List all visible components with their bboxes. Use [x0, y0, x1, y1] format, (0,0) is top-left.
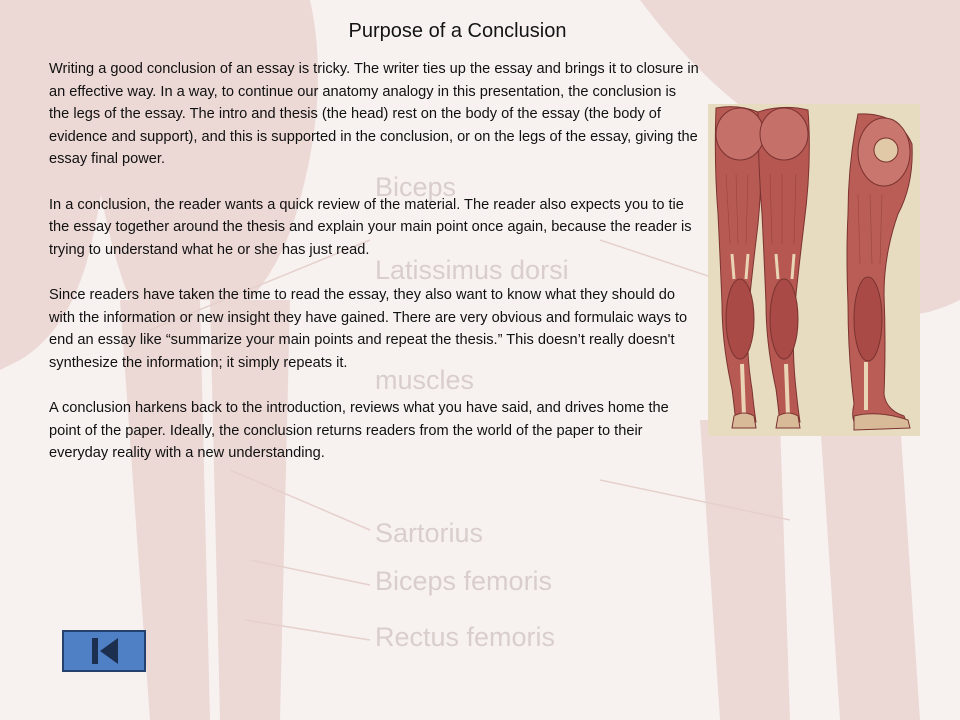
previous-slide-button[interactable]	[62, 630, 146, 672]
background-label-muscles: muscles	[375, 365, 475, 395]
slide-body	[49, 58, 699, 487]
slide-title: Purpose of a Conclusion	[348, 20, 567, 42]
background-label-biceps-femoris: Biceps femoris	[375, 566, 553, 596]
paragraph: In a conclusion, the reader wants a quick review of the material. The reader also expects you to tie the essay together around the thesis and explain your main point once again, because the reader is trying to understand what he or she has just read.	[49, 196, 692, 258]
paragraph: A conclusion harkens back to the introduction, reviews what you have said, and drives home the point of the paper. Ideally, the conclusion returns readers from the world of the paper to their everyday reality with a new understanding.	[49, 399, 669, 462]
background-label-latissimus-dorsi: Latissimus dorsi	[375, 255, 569, 285]
skip-back-icon	[64, 632, 144, 670]
background-label-biceps: Biceps	[375, 172, 457, 202]
background-label-sartorius: Sartorius	[375, 518, 484, 548]
paragraph: Since readers have taken the time to read the essay, they also want to know what they should do with the information or new insight they have gained. There are very obvious and formulaic ways to end an essay like “summarize your main points and repeat the thesis.” This doesn’t really doesn't synthesize the information; it simply repeats it.	[49, 286, 688, 371]
background-label-rectus-femoris: Rectus femoris	[375, 622, 556, 652]
paragraph: Writing a good conclusion of an essay is tricky. The writer ties up the essay and brings it to closure in an effective way. In a way, to continue our anatomy analogy in this presentation, the conclusion is the legs of the essay. The intro and thesis (the head) rest on the body of the essay (the body of evidence and support), and this is supported in the conclusion, or on the legs of the essay, giving the essay final power.	[49, 61, 699, 168]
leg-anatomy-image	[708, 104, 920, 436]
